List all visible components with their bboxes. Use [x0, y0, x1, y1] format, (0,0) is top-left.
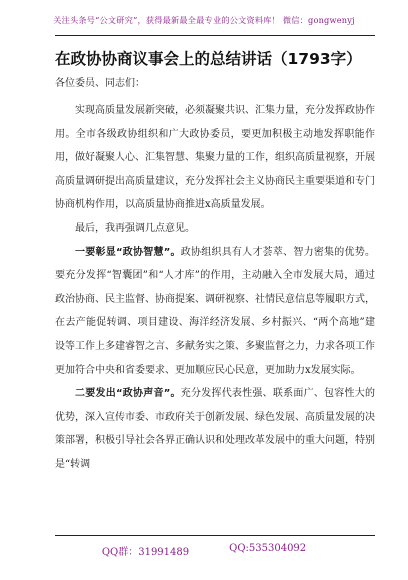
- paragraph-text: 实现高质量发展新突破，必须凝聚共识、汇集力量，充分发挥政协作用。全市各级政协组织和广大政协委员，要更加积极主动地发挥职能作用，做好凝聚人心、汇集智慧、集聚力量的工作，组织高质量视察，开展高质量调研提出高质量建议，充分发挥社会主义协商民主重要渠道和专门协商机构作用，以高质量协商推进x高质量发展。: [55, 105, 375, 211]
- paragraph-lead: 二要发出“政协声音”。: [75, 388, 181, 400]
- paragraph: [55, 217, 375, 241]
- footer-qq-group: QQ群：31991489: [101, 547, 190, 558]
- salutation: 各位委员、同志们：: [55, 78, 145, 89]
- document-title: 在政协协商议事会上的总结讲话（1793字）: [55, 50, 362, 68]
- paragraph-lead: 一要彰显“政协智慧”。: [75, 246, 181, 258]
- paragraph-text: 充分发挥代表性强、联系面广、包容性大的优势，深入宣传市委、市政府关于创新发展、绿色发展、高质量发展的决策部署，积极引导社会各界正确认识和处理改革发展中的重大问题，特别是“转调: [55, 388, 375, 470]
- paragraph: [55, 99, 375, 217]
- paragraph: [55, 241, 375, 383]
- document-body: [55, 49, 375, 477]
- footer-qq: QQ:535304092: [229, 543, 307, 554]
- paragraph-text: 政协组织具有人才荟萃、智力密集的优势。要充分发挥“智囊团”和“人才库”的作用，主动融入全市发展大局，通过政治协商、民主监督、协商提案、调研视察、社情民意信息等履职方式，在去产能促转调、项目建设、海洋经济发展、乡村振兴、“两个高地”建设等工作上多建睿智之言、多献务实之策、多聚监督之力，力求各项工作更加符合中央和省委要求、更加顺应民心民意，更加助力x发展实际。: [55, 246, 375, 376]
- footer-divider: [55, 535, 375, 536]
- paragraph: [55, 382, 375, 476]
- header-banner: 关注头条号“公文研究”，获得最新最全最专业的公文资料库！ 微信：gongwenyj: [53, 15, 355, 25]
- footer: [0, 543, 408, 558]
- header-divider: [55, 35, 375, 36]
- paragraph-text: 最后，我再强调几点意见。: [75, 222, 195, 234]
